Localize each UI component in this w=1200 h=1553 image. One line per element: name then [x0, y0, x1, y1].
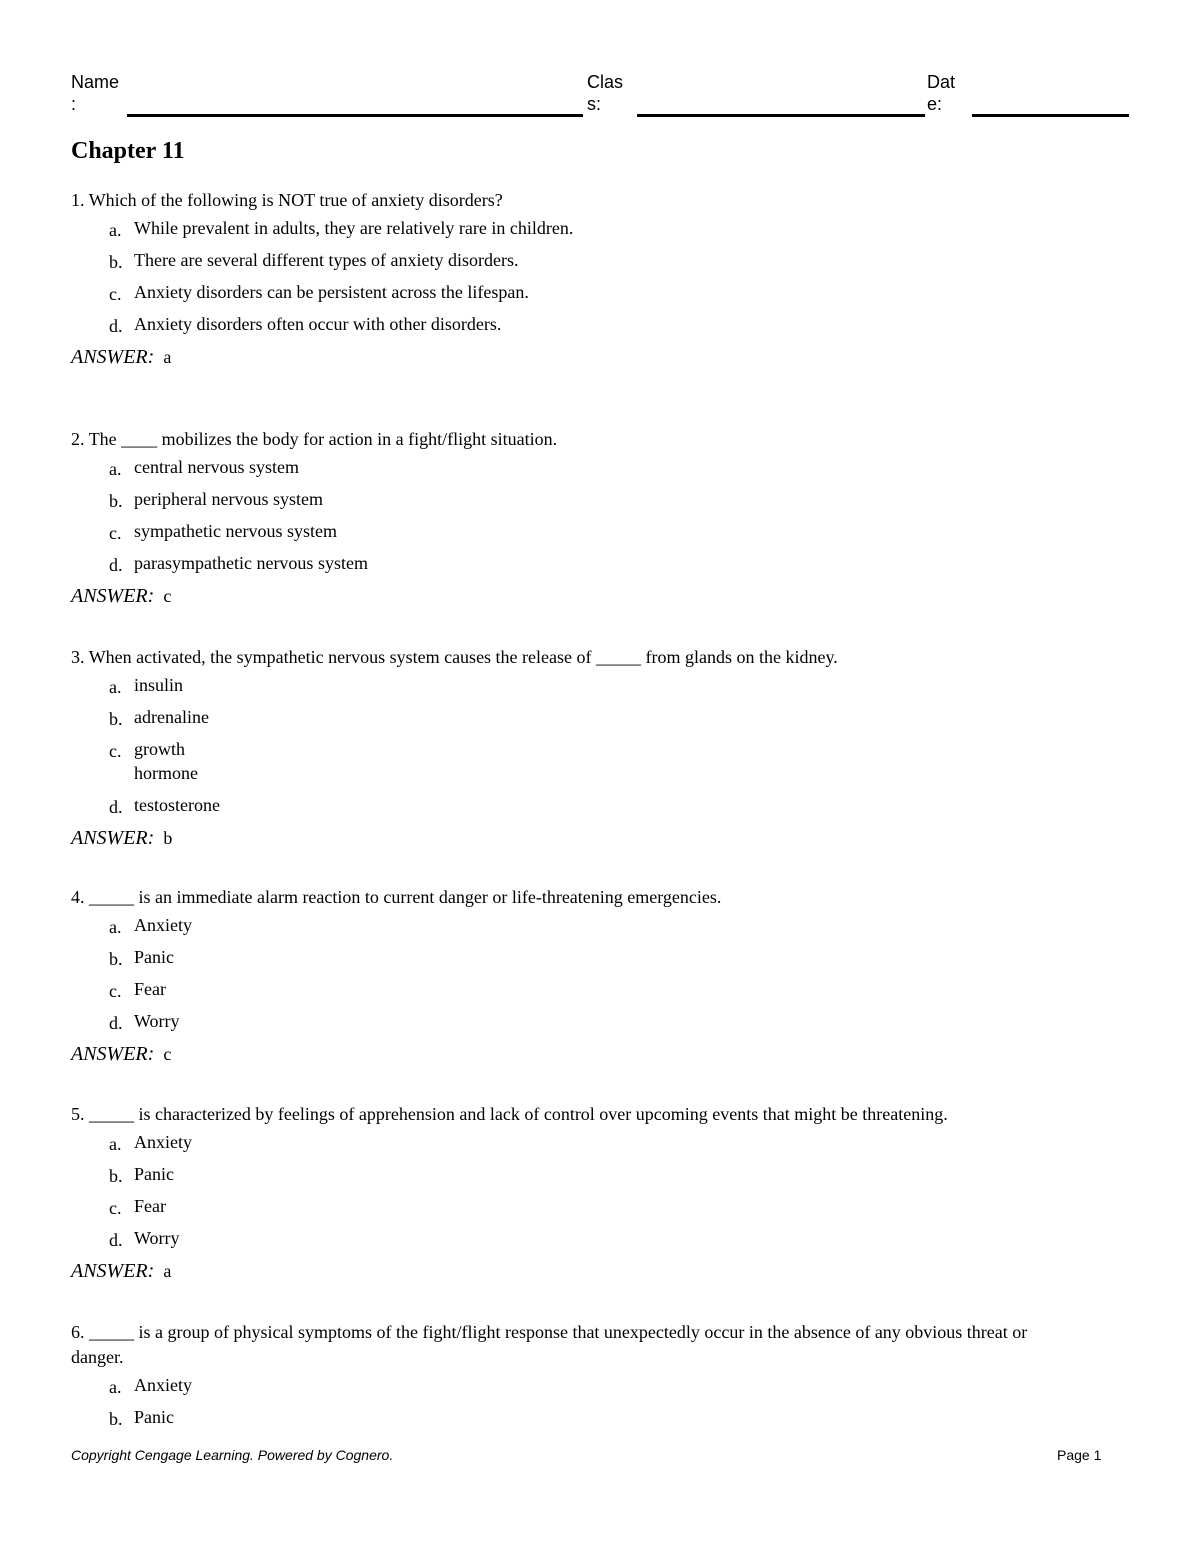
question-stem: 2. The ____ mobilizes the body for action in a fight/flight situation.	[71, 429, 558, 449]
date-field[interactable]	[972, 114, 1129, 117]
option-b: b. Panic	[109, 1164, 174, 1186]
option-c: c. Fear	[109, 1196, 166, 1218]
option-a: a. While prevalent in adults, they are relatively rare in children.	[109, 218, 574, 240]
option-a: a. Anxiety	[109, 1132, 192, 1154]
answer: ANSWER: b	[71, 827, 173, 849]
option-c: c. Anxiety disorders can be persistent across the lifespan.	[109, 282, 529, 304]
question-6	[71, 1320, 1071, 1429]
answer: ANSWER: a	[71, 1260, 172, 1282]
question-2	[71, 427, 1131, 608]
name-label: Name :	[71, 72, 120, 114]
option-b: b. Panic	[109, 1407, 174, 1429]
option-b: b. There are several different types of anxiety disorders.	[109, 250, 519, 272]
option-a: a. Anxiety	[109, 915, 192, 937]
answer: ANSWER: a	[71, 346, 172, 368]
name-field[interactable]	[127, 114, 583, 117]
page-number: Page 1	[1057, 1447, 1102, 1463]
question-1	[71, 188, 1131, 369]
answer: ANSWER: c	[71, 1043, 172, 1065]
option-a: a. central nervous system	[109, 457, 299, 479]
class-label: Clas s:	[587, 72, 624, 114]
question-5	[71, 1102, 1131, 1283]
question-stem: 6. _____ is a group of physical symptoms of the fight/flight response that unexpectedly occur in the absence of any obvious threat or danger.	[71, 1322, 1028, 1367]
option-d: d. Worry	[109, 1011, 180, 1033]
option-d: d. Anxiety disorders often occur with other disorders.	[109, 314, 502, 336]
answer: ANSWER: c	[71, 585, 172, 607]
question-stem: 1. Which of the following is NOT true of anxiety disorders?	[71, 190, 503, 210]
option-d: d. testosterone	[109, 795, 220, 817]
option-c: c. Fear	[109, 979, 166, 1001]
option-b: b. peripheral nervous system	[109, 489, 323, 511]
chapter-title: Chapter 11	[71, 138, 185, 164]
option-d: d. Worry	[109, 1228, 180, 1250]
question-stem: 3. When activated, the sympathetic nervous system causes the release of _____ from glands on the kidney.	[71, 647, 838, 667]
option-b: b. adrenaline	[109, 707, 209, 729]
question-stem: 5. _____ is characterized by feelings of apprehension and lack of control over upcoming events that might be threatening.	[71, 1104, 948, 1124]
question-3	[71, 645, 1131, 850]
date-label: Dat e:	[927, 72, 956, 114]
option-d: d. parasympathetic nervous system	[109, 553, 368, 575]
option-a: a. insulin	[109, 675, 184, 697]
question-stem: 4. _____ is an immediate alarm reaction to current danger or life-threatening emergencies.	[71, 887, 722, 907]
copyright-footer: Copyright Cengage Learning. Powered by Cognero.	[71, 1447, 394, 1463]
class-field[interactable]	[637, 114, 925, 117]
option-c: c. growth hormone	[109, 739, 198, 783]
option-b: b. Panic	[109, 947, 174, 969]
question-4	[71, 885, 1131, 1066]
option-c: c. sympathetic nervous system	[109, 521, 337, 543]
option-a: a. Anxiety	[109, 1375, 192, 1397]
